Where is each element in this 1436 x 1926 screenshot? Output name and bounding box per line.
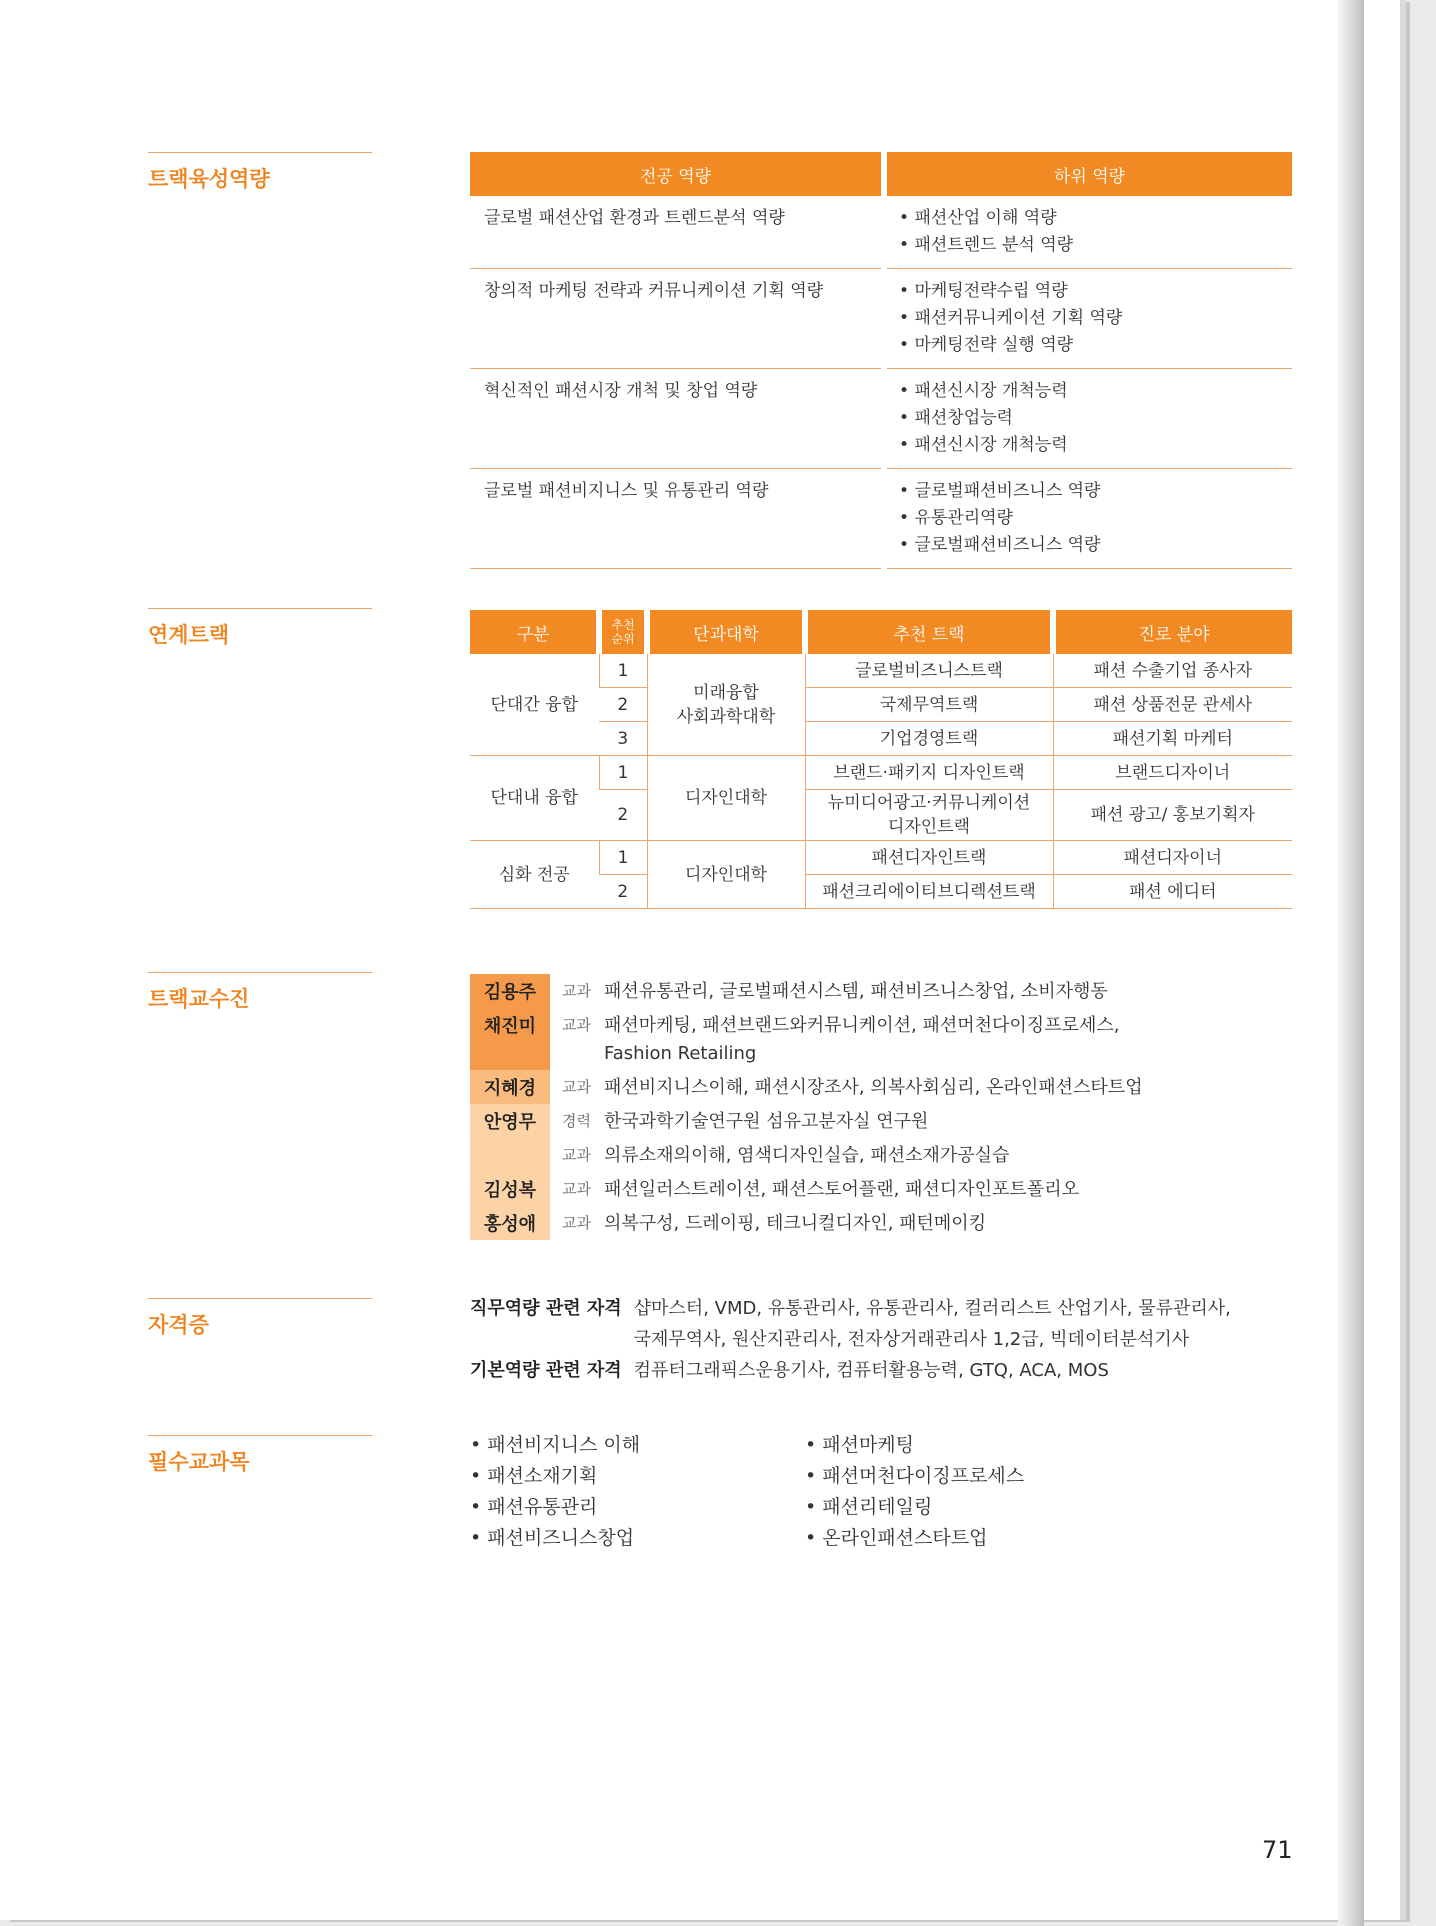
required-courses-left [470, 1430, 640, 1554]
required-course-item: • 패션리테일링 [805, 1492, 1024, 1523]
header-career: 진로 분야 [1053, 610, 1292, 654]
track-cell: 패션디자인트랙 [805, 841, 1053, 875]
sub-competency-item: • 패션신시장 개척능력 [899, 432, 1280, 459]
sub-competency-item: • 유통관리역량 [899, 505, 1280, 532]
track-cell: 글로벌비즈니스트랙 [805, 654, 1053, 688]
required-course-item: • 패션비즈니스창업 [470, 1523, 640, 1554]
competency-table [470, 152, 1292, 569]
certificate-text: 컴퓨터그래픽스운용기사, 컴퓨터활용능력, GTQ, ACA, MOS [633, 1360, 1109, 1381]
rank-cell: 1 [599, 756, 647, 790]
competency-row [470, 196, 1292, 269]
required-courses-right [805, 1430, 1024, 1554]
competency-row [470, 469, 1292, 569]
faculty-table [470, 974, 1300, 1240]
certificate-label: 기본역량 관련 자격 [470, 1360, 622, 1381]
sub-competency-item: • 글로벌패션비즈니스 역량 [899, 478, 1280, 505]
faculty-info-kind: 경력 [562, 1112, 591, 1130]
faculty-info-text: 한국과학기술연구원 섬유고분자실 연구원 [604, 1111, 929, 1132]
faculty-info-kind: 교과 [562, 1214, 591, 1232]
career-cell: 패션 상품전문 관세사 [1053, 688, 1292, 722]
rank-cell: 2 [599, 688, 647, 722]
sub-competency-list [887, 369, 1292, 469]
track-cell: 패션크리에이티브디렉션트랙 [805, 875, 1053, 909]
career-cell: 브랜드디자이너 [1053, 756, 1292, 790]
header-track: 추천 트랙 [805, 610, 1053, 654]
linked-track-table [470, 610, 1292, 909]
faculty-row [470, 1206, 1300, 1240]
faculty-row [470, 1104, 1300, 1138]
required-course-item: • 패션마케팅 [805, 1430, 1024, 1461]
certificate-row [470, 1293, 1231, 1355]
rank-cell: 2 [599, 790, 647, 841]
section-label-certificates: 자격증 [148, 1298, 372, 1339]
career-cell: 패션 수출기업 종사자 [1053, 654, 1292, 688]
faculty-name: 채진미 [470, 1008, 550, 1070]
faculty-name: 안영무 [470, 1104, 550, 1172]
faculty-row [470, 1070, 1300, 1104]
faculty-row [470, 1138, 1300, 1172]
rank-cell: 2 [599, 875, 647, 909]
sub-competency-list [887, 269, 1292, 369]
track-cell: 뉴미디어광고·커뮤니케이션 디자인트랙 [805, 790, 1053, 841]
faculty-info-text: 의복구성, 드레이핑, 테크니컬디자인, 패턴메이킹 [604, 1213, 987, 1234]
faculty-info-kind: 교과 [562, 1180, 591, 1198]
category-cell: 단대간 융합 [470, 654, 599, 756]
section-label-competency: 트랙육성역량 [148, 152, 372, 193]
certificate-label: 직무역량 관련 자격 [470, 1298, 622, 1319]
college-cell: 미래융합 사회과학대학 [647, 654, 805, 756]
faculty-name: 지혜경 [470, 1070, 550, 1104]
sub-competency-item: • 패션트렌드 분석 역량 [899, 232, 1280, 259]
header-college: 단과대학 [647, 610, 805, 654]
major-competency: 창의적 마케팅 전략과 커뮤니케이션 기획 역량 [470, 269, 881, 369]
major-competency: 혁신적인 패션시장 개척 및 창업 역량 [470, 369, 881, 469]
faculty-info-kind: 교과 [562, 1146, 591, 1164]
track-row [470, 654, 1292, 688]
page-number: 71 [1262, 1836, 1293, 1864]
faculty-name: 홍성애 [470, 1206, 550, 1240]
required-course-item: • 온라인패션스타트업 [805, 1523, 1024, 1554]
major-competency: 글로벌 패션비지니스 및 유통관리 역량 [470, 469, 881, 569]
college-cell: 디자인대학 [647, 756, 805, 841]
faculty-name: 김성복 [470, 1172, 550, 1206]
faculty-name: 김용주 [470, 974, 550, 1008]
faculty-info-text: 패션비지니스이해, 패션시장조사, 의복사회심리, 온라인패션스타트업 [604, 1077, 1143, 1098]
page-edge [1338, 0, 1364, 1926]
faculty-info-text: 의류소재의이해, 염색디자인실습, 패션소재가공실습 [604, 1145, 1010, 1166]
header-category: 구분 [470, 610, 599, 654]
track-row [470, 841, 1292, 875]
section-label-required: 필수교과목 [148, 1435, 372, 1476]
faculty-info-kind: 교과 [562, 982, 591, 1000]
college-cell: 디자인대학 [647, 841, 805, 909]
required-course-item: • 패션비지니스 이해 [470, 1430, 640, 1461]
faculty-info-text: 패션일러스트레이션, 패션스토어플랜, 패션디자인포트폴리오 [604, 1179, 1079, 1200]
career-cell: 패션기획 마케터 [1053, 722, 1292, 756]
track-row [470, 756, 1292, 790]
career-cell: 패션디자이너 [1053, 841, 1292, 875]
category-cell: 단대내 융합 [470, 756, 599, 841]
sub-competency-item: • 패션신시장 개척능력 [899, 378, 1280, 405]
sub-competency-item: • 패션산업 이해 역량 [899, 205, 1280, 232]
track-cell: 국제무역트랙 [805, 688, 1053, 722]
competency-row [470, 369, 1292, 469]
required-course-item: • 패션유통관리 [470, 1492, 640, 1523]
section-label-faculty: 트랙교수진 [148, 972, 372, 1013]
track-cell: 브랜드·패키지 디자인트랙 [805, 756, 1053, 790]
rank-cell: 1 [599, 654, 647, 688]
track-cell: 기업경영트랙 [805, 722, 1053, 756]
sub-competency-item: • 마케팅전략수립 역량 [899, 278, 1280, 305]
faculty-row [470, 1008, 1300, 1070]
competency-row [470, 269, 1292, 369]
faculty-row [470, 1172, 1300, 1206]
category-cell: 심화 전공 [470, 841, 599, 909]
header-sub-competency: 하위 역량 [887, 152, 1292, 196]
sub-competency-item: • 패션커뮤니케이션 기획 역량 [899, 305, 1280, 332]
faculty-row [470, 974, 1300, 1008]
sub-competency-item: • 패션창업능력 [899, 405, 1280, 432]
major-competency: 글로벌 패션산업 환경과 트렌드분석 역량 [470, 196, 881, 269]
certificate-list [470, 1293, 1231, 1386]
career-cell: 패션 에디터 [1053, 875, 1292, 909]
rank-cell: 1 [599, 841, 647, 875]
faculty-info-kind: 교과 [562, 1078, 591, 1096]
faculty-info-kind: 교과 [562, 1016, 591, 1034]
certificate-text: 샵마스터, VMD, 유통관리사, 유통관리사, 컬러리스트 산업기사, 물류관리사, 국제무역사, 원산지관리사, 전자상거래관리사 1,2급, 빅데이터분석기사 [633, 1298, 1231, 1350]
header-rank: 추천 순위 [599, 610, 647, 654]
sub-competency-item: • 글로벌패션비즈니스 역량 [899, 532, 1280, 559]
faculty-info-text: 패션유통관리, 글로벌패션시스템, 패션비즈니스창업, 소비자행동 [604, 981, 1108, 1002]
sub-competency-item: • 마케팅전략 실행 역량 [899, 332, 1280, 359]
career-cell: 패션 광고/ 홍보기획자 [1053, 790, 1292, 841]
header-major-competency: 전공 역량 [470, 152, 881, 196]
faculty-info-text: 패션마케팅, 패션브랜드와커뮤니케이션, 패션머천다이징프로세스, Fashion Retailing [604, 1015, 1120, 1064]
rank-cell: 3 [599, 722, 647, 756]
required-course-item: • 패션소재기획 [470, 1461, 640, 1492]
sub-competency-list [887, 469, 1292, 569]
required-course-item: • 패션머천다이징프로세스 [805, 1461, 1024, 1492]
certificate-row [470, 1355, 1231, 1386]
sub-competency-list [887, 196, 1292, 269]
section-label-linked: 연계트랙 [148, 608, 372, 649]
